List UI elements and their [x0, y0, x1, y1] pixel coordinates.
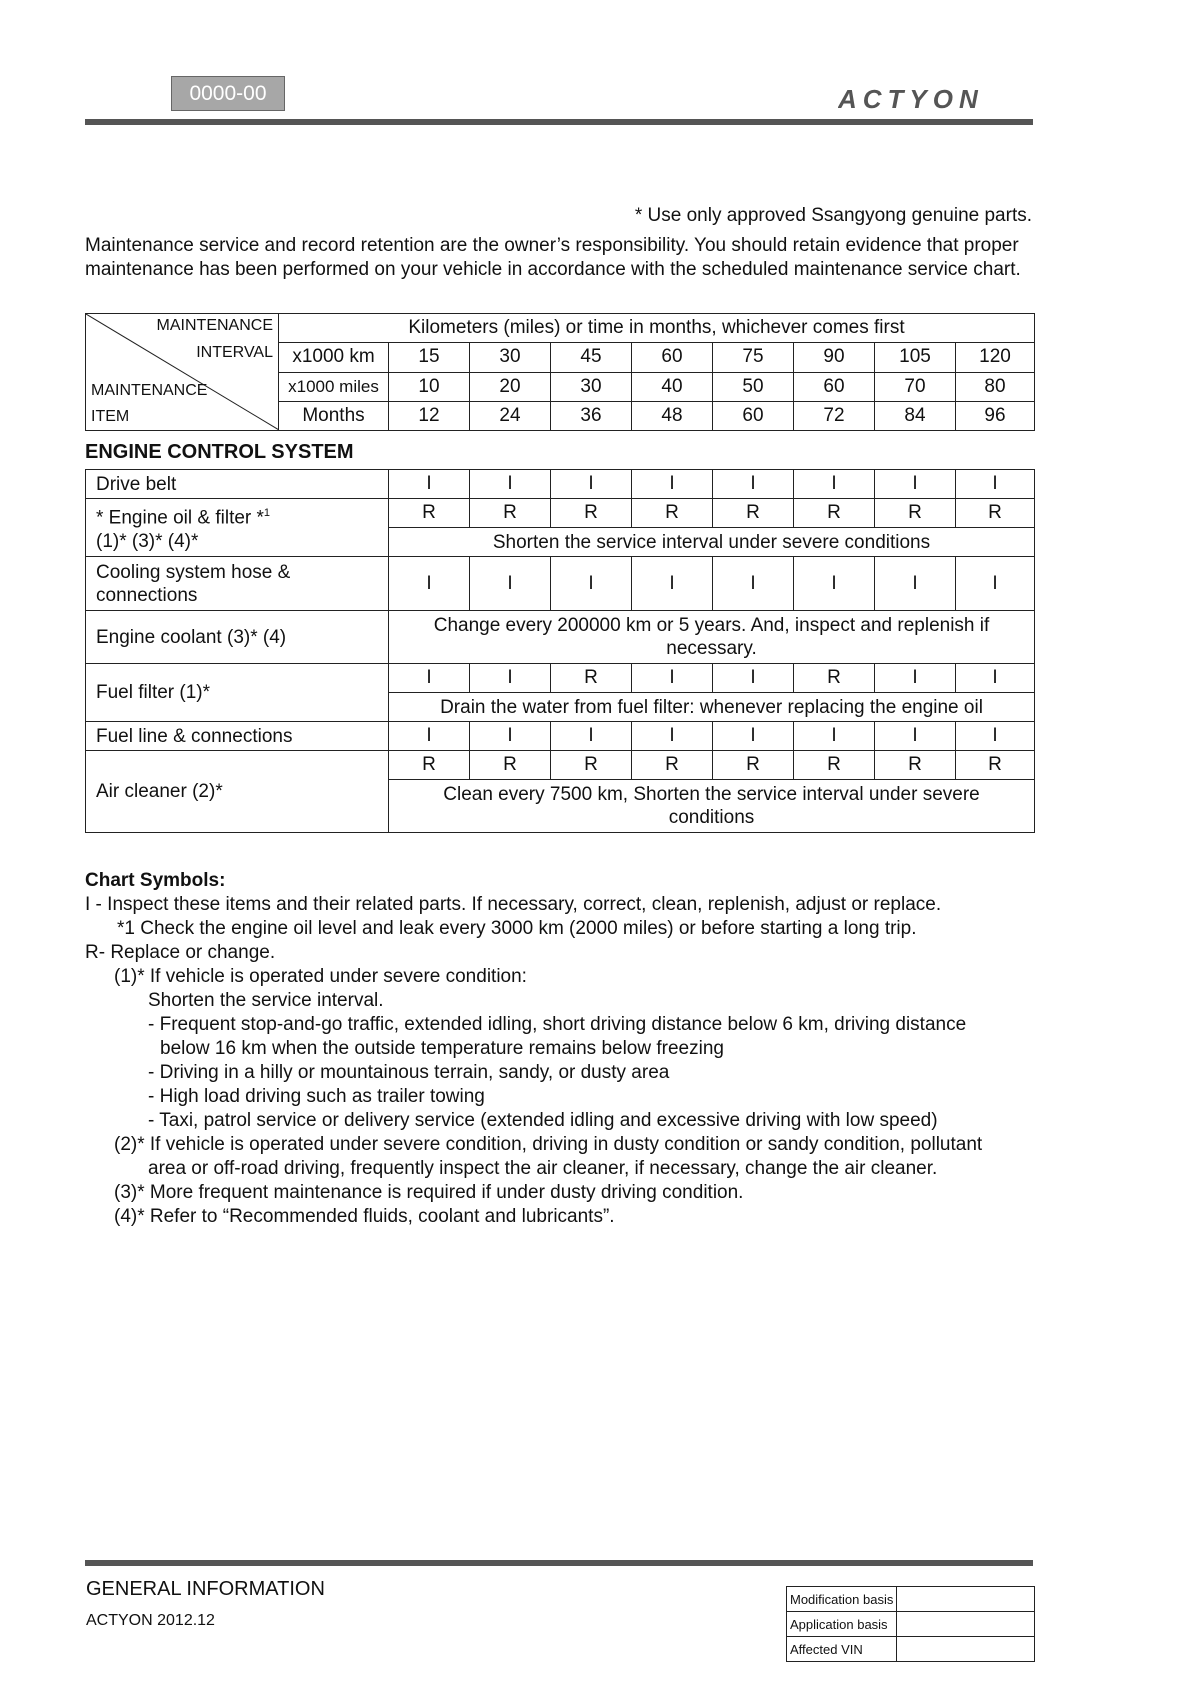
schedule-value: I [875, 557, 956, 611]
interval-value: 36 [551, 401, 632, 430]
schedule-value: I [389, 722, 470, 751]
schedule-value: R [470, 499, 551, 528]
mod-row [787, 1612, 1035, 1637]
schedule-value: I [632, 557, 713, 611]
interval-value: 84 [875, 401, 956, 430]
schedule-value: I [956, 664, 1035, 693]
item-label-line: (1)* (3)* (4)* [96, 530, 199, 552]
row-drive-belt [86, 470, 1035, 499]
brand-text: ACTYON [838, 86, 984, 112]
item-label: Engine coolant (3)* (4) [86, 611, 389, 664]
mod-label: Application basis [787, 1612, 897, 1637]
interval-value: 60 [713, 401, 794, 430]
corner-maintenance-bottom: MAINTENANCE [91, 382, 208, 399]
schedule-value: I [470, 722, 551, 751]
symbols-title: Chart Symbols: [85, 870, 226, 891]
interval-value: 96 [956, 401, 1035, 430]
interval-value: 40 [632, 372, 713, 401]
symbol-line: (2)* If vehicle is operated under severe condition, driving in dusty condition or sandy condition, pollutant [114, 1134, 983, 1155]
interval-value: 70 [875, 372, 956, 401]
mod-value [897, 1612, 1035, 1637]
schedule-value: I [956, 470, 1035, 499]
mod-label: Modification basis [787, 1587, 897, 1612]
schedule-value: I [551, 722, 632, 751]
interval-value: 72 [794, 401, 875, 430]
mod-label: Affected VIN [787, 1637, 897, 1662]
interval-value: 10 [389, 372, 470, 401]
schedule-value: I [551, 470, 632, 499]
schedule-value: I [389, 470, 470, 499]
interval-value: 120 [956, 343, 1035, 372]
symbol-line: - High load driving such as trailer towing [148, 1086, 485, 1107]
schedule-value: I [794, 557, 875, 611]
item-label-line: Cooling system hose & [96, 561, 291, 583]
row-engine-coolant [86, 611, 1035, 664]
section-title: ENGINE CONTROL SYSTEM [85, 441, 354, 463]
mod-row [787, 1637, 1035, 1662]
schedule-value: I [875, 722, 956, 751]
schedule-value: R [794, 664, 875, 693]
symbol-line: Shorten the service interval. [148, 990, 384, 1011]
schedule-value: R [470, 751, 551, 780]
item-label [86, 499, 389, 557]
schedule-value: I [875, 470, 956, 499]
note-line: conditions [668, 807, 755, 828]
interval-value: 30 [470, 343, 551, 372]
row-air-cleaner [86, 751, 1035, 780]
schedule-value: R [794, 751, 875, 780]
symbol-line: - Frequent stop-and-go traffic, extended idling, short driving distance below 6 km, driving distance [148, 1014, 967, 1035]
schedule-note: Drain the water from fuel filter: whenever replacing the engine oil [389, 693, 1035, 722]
schedule-value: R [389, 751, 470, 780]
intro-paragraph: Maintenance service and record retention are the owner’s responsibility. You should retain evidence that proper maintenance has been performed on your vehicle in accordance with the scheduled maintenance service chart. [85, 235, 1021, 280]
item-label [86, 557, 389, 611]
header-rule [85, 119, 1033, 125]
schedule-value: I [632, 664, 713, 693]
schedule-value: I [389, 664, 470, 693]
corner-item: ITEM [91, 408, 130, 425]
footnote-marker: 1 [263, 507, 271, 520]
interval-span-header: Kilometers (miles) or time in months, whichever comes first [279, 314, 1035, 343]
schedule-value: R [632, 499, 713, 528]
schedule-value: I [470, 470, 551, 499]
interval-corner-cell [86, 314, 279, 431]
schedule-value: R [956, 751, 1035, 780]
note-line: Change every 200000 km or 5 years. And, inspect and replenish if [433, 615, 990, 636]
note-line: necessary. [666, 638, 757, 659]
schedule-value: R [875, 751, 956, 780]
schedule-note [389, 780, 1035, 833]
schedule-value: I [713, 722, 794, 751]
schedule-value: R [713, 751, 794, 780]
schedule-value: I [470, 557, 551, 611]
symbol-line: R- Replace or change. [85, 942, 276, 963]
symbol-line: *1 Check the engine oil level and leak every 3000 km (2000 miles) or before starting a long trip. [117, 918, 917, 939]
schedule-value: I [956, 557, 1035, 611]
page-code-badge: 0000-00 [171, 76, 285, 111]
corner-interval: INTERVAL [196, 344, 273, 361]
schedule-value: I [389, 557, 470, 611]
note-line: Clean every 7500 km, Shorten the service interval under severe [443, 784, 980, 805]
schedule-value: I [713, 557, 794, 611]
parts-note: * Use only approved Ssangyong genuine parts. [634, 205, 1032, 226]
item-label-line: connections [96, 584, 198, 606]
brand-logo [838, 86, 1033, 112]
symbol-line: - Driving in a hilly or mountainous terrain, sandy, or dusty area [148, 1062, 670, 1083]
row-fuel-line [86, 722, 1035, 751]
schedule-note [389, 611, 1035, 664]
symbol-line: (1)* If vehicle is operated under severe condition: [114, 966, 527, 987]
interval-value: 45 [551, 343, 632, 372]
interval-value: 60 [632, 343, 713, 372]
unit-cell: x1000 miles [279, 372, 389, 401]
schedule-value: R [875, 499, 956, 528]
schedule-note: Shorten the service interval under severe conditions [389, 528, 1035, 557]
interval-value: 15 [389, 343, 470, 372]
mod-value [897, 1587, 1035, 1612]
schedule-value: I [794, 470, 875, 499]
interval-value: 12 [389, 401, 470, 430]
corner-maintenance-top: MAINTENANCE [156, 317, 273, 334]
item-label: Fuel filter (1)* [86, 664, 389, 722]
schedule-value: I [551, 557, 632, 611]
item-label-line: * Engine oil & filter * [96, 507, 264, 529]
item-label: Fuel line & connections [86, 722, 389, 751]
schedule-table [85, 469, 1035, 833]
symbol-line: I - Inspect these items and their related parts. If necessary, correct, clean, replenish, adjust or replace. [85, 894, 942, 915]
row-fuel-filter [86, 664, 1035, 693]
schedule-value: I [632, 722, 713, 751]
interval-value: 75 [713, 343, 794, 372]
unit-cell: x1000 km [279, 343, 389, 372]
interval-value: 60 [794, 372, 875, 401]
schedule-value: R [551, 499, 632, 528]
schedule-value: R [713, 499, 794, 528]
item-label: Drive belt [86, 470, 389, 499]
symbol-line: area or off-road driving, frequently inspect the air cleaner, if necessary, change the air cleaner. [148, 1158, 938, 1179]
schedule-value: I [713, 664, 794, 693]
mod-value [897, 1637, 1035, 1662]
symbol-line: below 16 km when the outside temperature remains below freezing [160, 1038, 724, 1059]
schedule-value: R [632, 751, 713, 780]
symbol-line: (3)* More frequent maintenance is required if under dusty driving condition. [114, 1182, 744, 1203]
modification-table [786, 1586, 1035, 1662]
row-cooling-hose [86, 557, 1035, 611]
schedule-value: R [551, 751, 632, 780]
mod-row [787, 1587, 1035, 1612]
footer-rule [85, 1560, 1033, 1566]
chart-symbols [85, 869, 1045, 1229]
schedule-value: R [794, 499, 875, 528]
symbol-line: (4)* Refer to “Recommended fluids, coolant and lubricants”. [114, 1206, 615, 1227]
interval-value: 90 [794, 343, 875, 372]
schedule-value: I [794, 722, 875, 751]
schedule-value: I [713, 470, 794, 499]
footer-title: GENERAL INFORMATION [86, 1578, 325, 1600]
footer-subtitle: ACTYON 2012.12 [86, 1612, 215, 1629]
interval-value: 48 [632, 401, 713, 430]
schedule-value: R [389, 499, 470, 528]
schedule-value: I [632, 470, 713, 499]
schedule-value: I [470, 664, 551, 693]
interval-value: 50 [713, 372, 794, 401]
interval-value: 24 [470, 401, 551, 430]
schedule-value: R [551, 664, 632, 693]
row-engine-oil [86, 499, 1035, 528]
interval-value: 80 [956, 372, 1035, 401]
unit-cell: Months [279, 401, 389, 430]
item-label: Air cleaner (2)* [86, 751, 389, 833]
interval-table [85, 313, 1035, 431]
interval-value: 105 [875, 343, 956, 372]
interval-value: 30 [551, 372, 632, 401]
schedule-value: I [956, 722, 1035, 751]
schedule-value: R [956, 499, 1035, 528]
schedule-value: I [875, 664, 956, 693]
interval-value: 20 [470, 372, 551, 401]
symbol-line: - Taxi, patrol service or delivery service (extended idling and excessive driving with low speed) [148, 1110, 938, 1131]
